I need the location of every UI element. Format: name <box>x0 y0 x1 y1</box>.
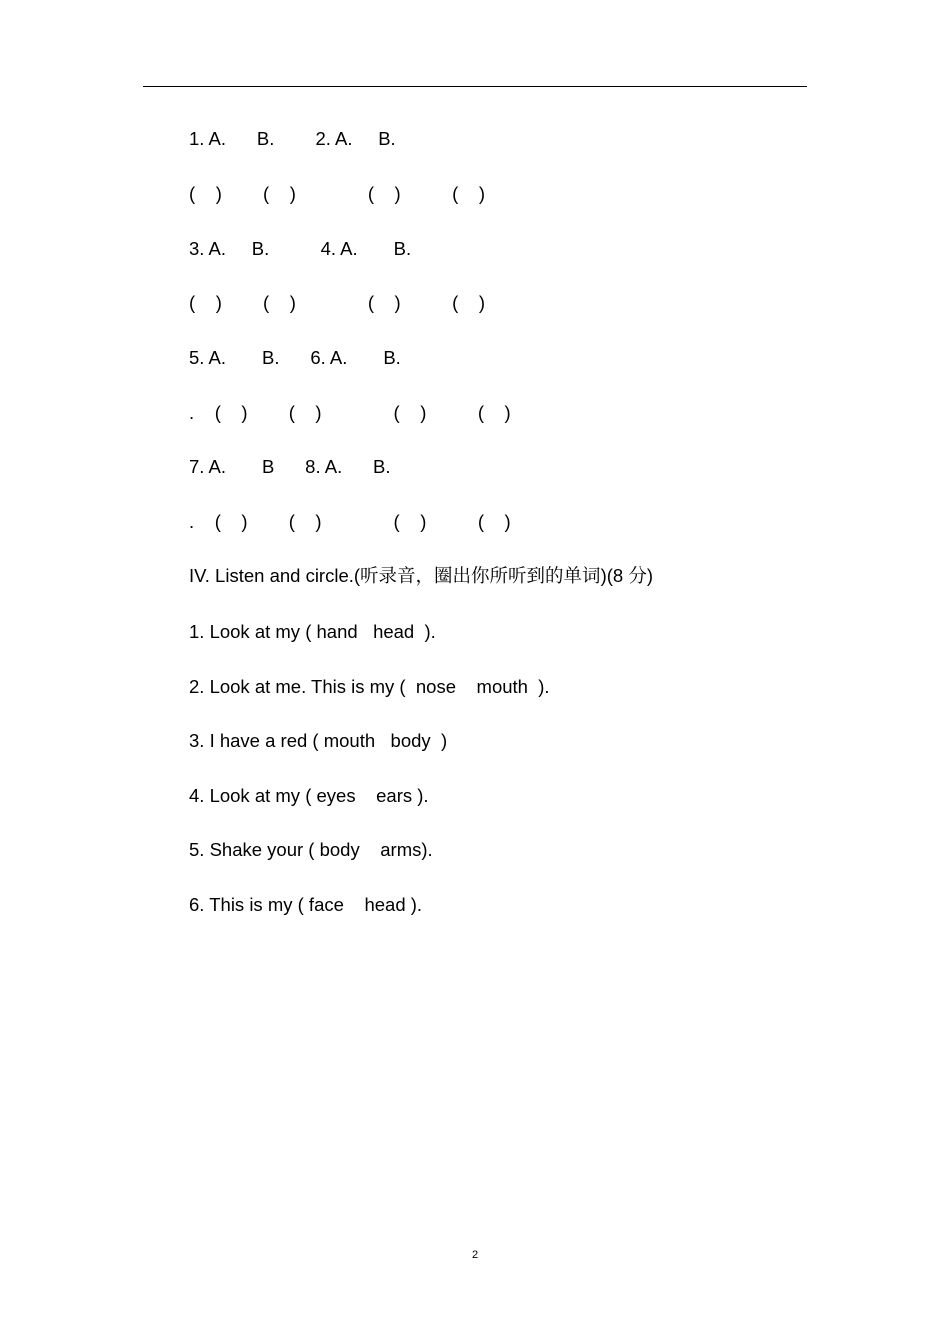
circle-item-1: 1. Look at my ( hand head ). <box>189 621 436 642</box>
circle-item-2: 2. Look at me. This is my ( nose mouth ). <box>189 676 550 697</box>
page-number: 2 <box>471 1249 479 1261</box>
question-row-7-8: 7. A. B 8. A. B. <box>189 456 391 477</box>
circle-item-4: 4. Look at my ( eyes ears ). <box>189 785 429 806</box>
section-heading <box>189 565 653 588</box>
circle-item-3: 3. I have a red ( mouth body ) <box>189 730 448 751</box>
answer-brackets-row: ( ) ( ) ( ) ( ) <box>189 292 485 313</box>
header-rule <box>143 86 807 87</box>
answer-brackets-row: ( ) ( ) ( ) ( ) <box>189 183 485 204</box>
section-heading-suffix: )(8 分) <box>600 565 653 586</box>
circle-item-6: 6. This is my ( face head ). <box>189 894 423 915</box>
question-row-1-2: 1. A. B. 2. A. B. <box>189 128 396 149</box>
section-heading-prefix: IV. Listen and circle.( <box>189 565 361 586</box>
question-row-5-6: 5. A. B. 6. A. B. <box>189 347 401 368</box>
question-row-3-4: 3. A. B. 4. A. B. <box>189 238 412 259</box>
answer-brackets-row: . ( ) ( ) ( ) ( ) <box>189 511 511 532</box>
circle-item-5: 5. Shake your ( body arms). <box>189 839 433 860</box>
section-heading-chinese: 听录音，圈出你所听到的单词 <box>360 566 601 587</box>
answer-brackets-row: . ( ) ( ) ( ) ( ) <box>189 402 511 423</box>
